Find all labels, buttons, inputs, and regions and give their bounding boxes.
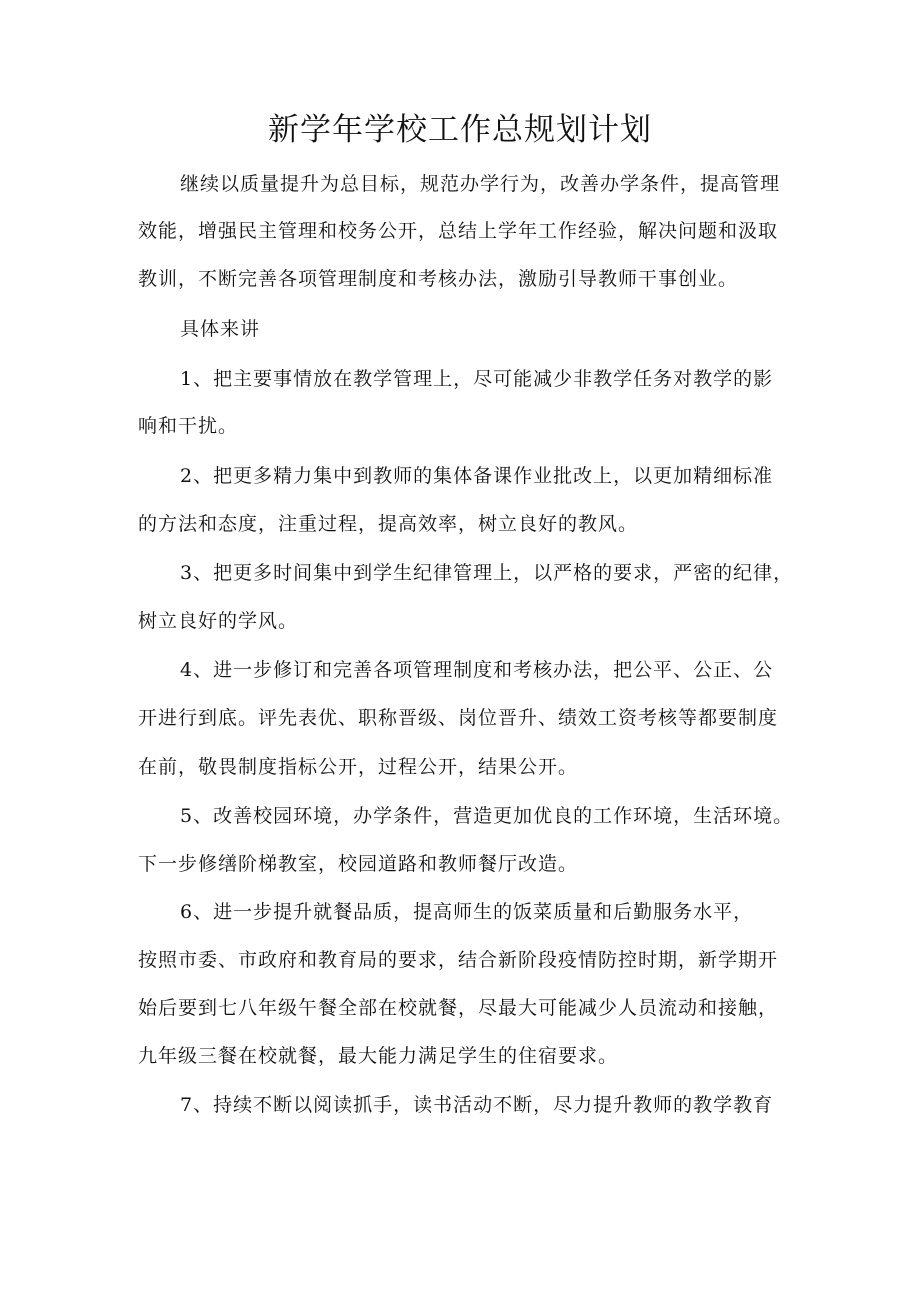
- text-line: 效能，增强民主管理和校务公开，总结上学年工作经验，解决问题和汲取: [138, 220, 779, 242]
- text-line: 始后要到七八年级午餐全部在校就餐，尽最大可能减少人员流动和接触，: [138, 997, 779, 1019]
- text-line: 按照市委、市政府和教育局的要求，结合新阶段疫情防控时期，新学期开: [138, 949, 779, 971]
- document-title: 新学年学校工作总规划计划: [268, 112, 652, 148]
- text-line: 的方法和态度，注重过程，提高效率，树立良好的教风。: [138, 513, 639, 535]
- text-line: 下一步修缮阶梯教室，校园道路和教师餐厅改造。: [138, 853, 579, 875]
- text-line: 教训，不断完善各项管理制度和考核办法，激励引导教师干事创业。: [138, 268, 739, 290]
- text-line: 3、把更多时间集中到学生纪律管理上，以严格的要求，严密的纪律，: [180, 562, 794, 584]
- text-line: 响和干扰。: [138, 415, 239, 437]
- text-line: 在前，敬畏制度指标公开，过程公开，结果公开。: [138, 756, 579, 778]
- text-line: 继续以质量提升为总目标，规范办学行为，改善办学条件，提高管理: [180, 173, 781, 195]
- text-line: 九年级三餐在校就餐，最大能力满足学生的住宿要求。: [138, 1045, 619, 1067]
- text-line: 7、持续不断以阅读抓手，读书活动不断，尽力提升教师的教学教育: [180, 1094, 774, 1116]
- text-line: 树立良好的学风。: [138, 610, 299, 632]
- text-line: 5、改善校园环境，办学条件，营造更加优良的工作环境，生活环境。: [180, 805, 794, 827]
- text-line: 具体来讲: [180, 318, 261, 340]
- text-line: 开进行到底。评先表优、职称晋级、岗位晋升、绩效工资考核等都要制度: [138, 707, 779, 729]
- text-line: 2、把更多精力集中到教师的集体备课作业批改上，以更加精细标准: [180, 465, 774, 487]
- text-line: 1、把主要事情放在教学管理上，尽可能减少非教学任务对教学的影: [180, 368, 774, 390]
- text-line: 4、进一步修订和完善各项管理制度和考核办法，把公平、公正、公: [180, 659, 774, 681]
- text-line: 6、进一步提升就餐品质，提高师生的饭菜质量和后勤服务水平，: [180, 901, 754, 923]
